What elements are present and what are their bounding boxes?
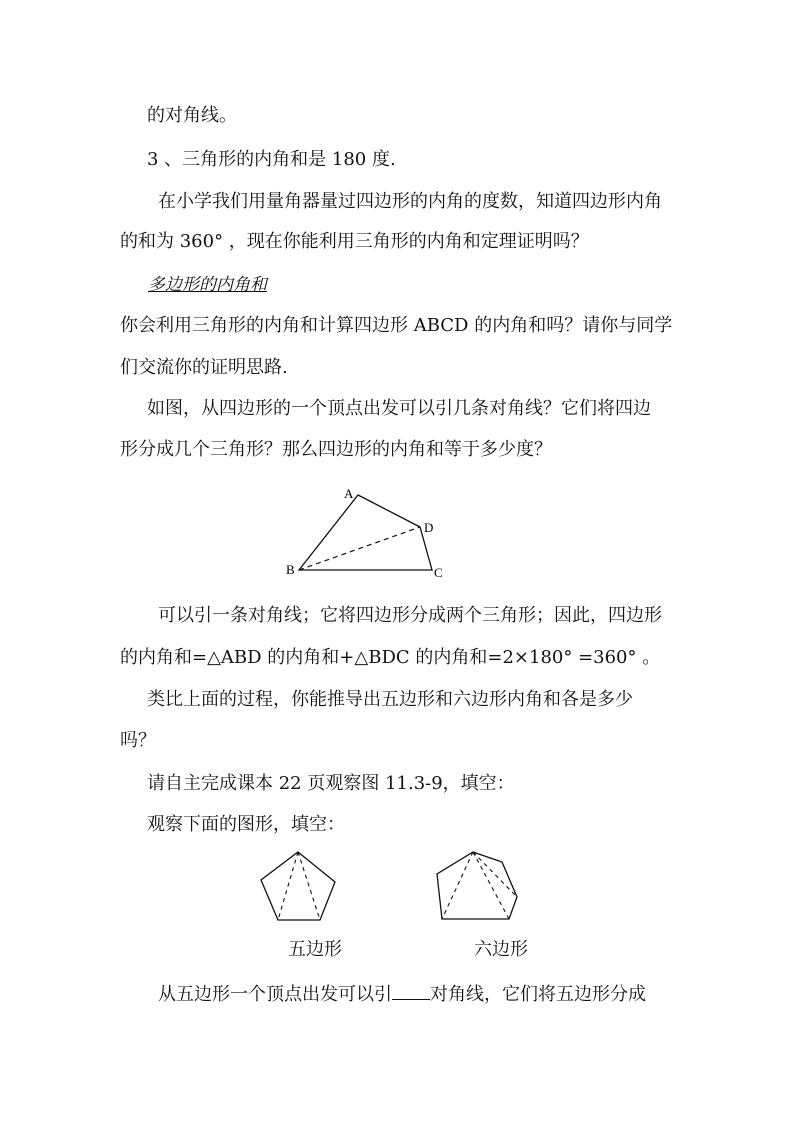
text-line-9: 可以引一条对角线；它将四边形分成两个三角形；因此，四边形 xyxy=(158,605,662,626)
pentagon-diagonal-2 xyxy=(298,852,320,920)
text-line-15-start: 从五边形一个顶点出发可以引 xyxy=(158,984,392,1005)
text-line-4: 的和为 360° ，现在你能利用三角形的内角和定理证明吗？ xyxy=(120,231,589,252)
pentagon-shape xyxy=(261,852,335,920)
section-subheading: 多边形的内角和 xyxy=(148,275,267,295)
hexagon-shape xyxy=(437,852,517,919)
text-line-15 xyxy=(158,981,646,1007)
text-line-2: 3 、三角形的内角和是 180 度. xyxy=(147,149,396,170)
text-line-7: 如图，从四边形的一个顶点出发可以引几条对角线？它们将四边 xyxy=(147,398,651,419)
pentagon-diagonal-1 xyxy=(278,852,298,920)
pentagon-caption: 五边形 xyxy=(288,939,342,960)
vertex-label-b: B xyxy=(286,562,295,577)
quadrilateral-shape xyxy=(299,495,432,570)
text-line-1: 的对角线。 xyxy=(147,105,237,126)
vertex-label-d: D xyxy=(424,520,434,535)
text-line-13: 请自主完成课本 22 页观察图 11.3-9，填空： xyxy=(147,773,515,794)
hexagon-caption: 六边形 xyxy=(474,939,528,960)
text-line-12: 吗？ xyxy=(120,730,156,751)
diagonal-bd xyxy=(299,527,420,570)
hexagon-diagonal-2 xyxy=(473,852,509,919)
text-line-3: 在小学我们用量角器量过四边形的内角的度数，知道四边形内角 xyxy=(158,191,662,212)
text-line-10: 的内角和=△ABD 的内角和+△BDC 的内角和=2×180° =360° 。 xyxy=(120,647,661,668)
text-line-6: 们交流你的证明思路. xyxy=(120,357,288,378)
fill-in-blank[interactable] xyxy=(392,981,430,1000)
text-line-11: 类比上面的过程，你能推导出五边形和六边形内角和各是多少 xyxy=(147,689,633,710)
text-line-5: 你会利用三角形的内角和计算四边形 ABCD 的内角和吗？请你与同学 xyxy=(120,315,673,336)
hexagon-diagonal-3 xyxy=(473,852,517,897)
text-line-14: 观察下面的图形，填空： xyxy=(147,814,345,835)
text-line-15-end: 对角线，它们将五边形分成 xyxy=(430,984,646,1005)
vertex-label-a: A xyxy=(344,486,354,501)
text-line-8: 形分成几个三角形？那么四边形的内角和等于多少度？ xyxy=(120,439,552,460)
vertex-label-c: C xyxy=(434,565,443,580)
